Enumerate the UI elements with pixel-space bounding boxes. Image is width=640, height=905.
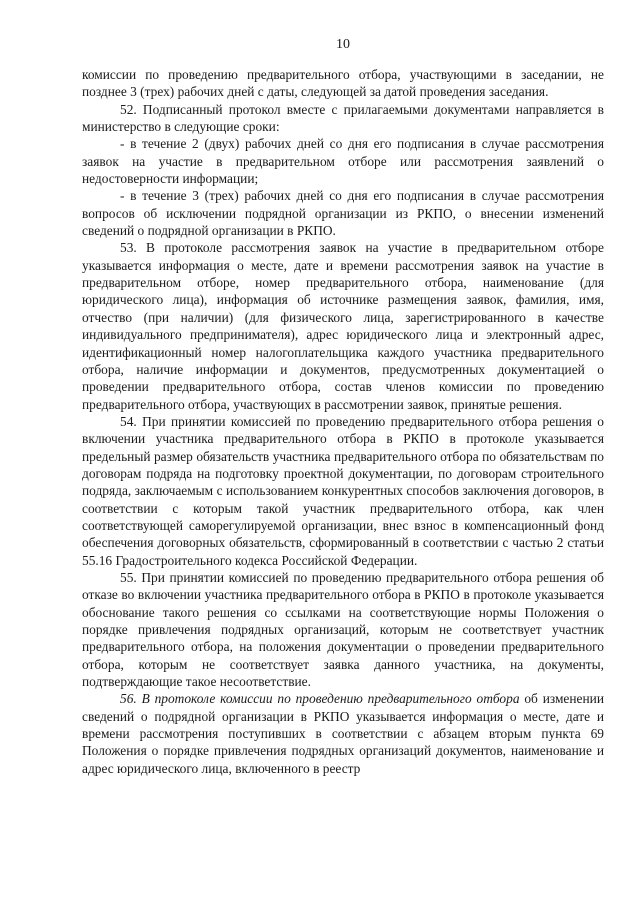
paragraph-text: 55. При принятии комиссией по проведению предварительного отбора решения об отказе во включении участника предварительного отбора в РКПО в протоколе указывается обоснование такого решения со ссылками на соответствующие нормы Положения о порядке привлечения подрядных организаций, которым не соответствует участник предварительного отбора, на положения документации о проведении предварительного отбора, которым не соответствует заявка данного участника, на документы, подтверждающие такое несоответствие.	[82, 569, 604, 690]
paragraph-text: 53. В протоколе рассмотрения заявок на участие в предварительном отборе указывается информация о месте, дате и времени рассмотрения заявок на участие в предварительном отборе, номер предварительного отбора, наименование (для юридического лица), информация об источнике размещения заявок, фамилия, имя, отчество (при наличии) (для физического лица, зарегистрированного в качестве индивидуального предпринимателя), адрес юридического лица и электронный адрес, идентификационный номер налогоплательщика каждого участника предварительного отбора, наличие информации и документов, предусмотренных документацией о проведении предварительного отбора, состав членов комиссии по проведению предварительного отбора, участвующих в рассмотрении заявок, принятые решения.	[82, 240, 604, 412]
paragraph	[82, 569, 604, 690]
page-number: 10	[336, 37, 350, 52]
paragraph	[82, 239, 604, 412]
paragraph-text: об изменении сведений о подрядной организации в РКПО указывается информация о месте, дате и времени рассмотрения поступивших в соответствии с абзацем вторым пункта 69 Положения о порядке привлечения подрядных организаций документов, наименование и адрес юридического лица, включенного в реестр	[82, 691, 604, 776]
paragraph	[82, 101, 604, 136]
paragraph	[82, 135, 604, 187]
paragraph-text: 52. Подписанный протокол вместе с прилагаемыми документами направляется в министерство в следующие сроки:	[82, 101, 604, 135]
paragraph-text: 54. При принятии комиссией по проведению предварительного отбора решения о включении участника предварительного отбора в РКПО в протоколе указывается предельный размер обязательств участника предварительного отбора по обязательствам по договорам подряда на подготовку проектной документации, по договорам строительного подряда, заключаемым с использованием конкурентных способов заключения договоров, в соответствии с которым такой участник предварительного отбора, как член соответствующей саморегулируемой организации, внес взнос в компенсационный фонд обеспечения договорных обязательств, сформированный в соответствии с частью 2 статьи 55.16 Градостроительного кодекса Российской Федерации.	[82, 413, 604, 568]
paragraph	[82, 690, 604, 777]
paragraph	[82, 187, 604, 239]
paragraph-italic-lead: 56. В протоколе комиссии по проведению предварительного отбора	[120, 691, 520, 707]
paragraph-text: - в течение 3 (трех) рабочих дней со дня его подписания в случае рассмотрения вопросов об исключении подрядной организации из РКПО, о внесении изменений сведений о подрядной организации в РКПО.	[82, 188, 604, 239]
paragraph-text: - в течение 2 (двух) рабочих дней со дня его подписания в случае рассмотрения заявок на участие в предварительном отборе или рассмотрения заявлений о недостоверности информации;	[82, 136, 604, 187]
paragraph-text: комиссии по проведению предварительного отбора, участвующими в заседании, не позднее 3 (трех) рабочих дней с даты, следующей за датой проведения заседания.	[82, 67, 604, 100]
document-body	[82, 66, 604, 777]
paragraph	[82, 66, 604, 101]
paragraph	[82, 413, 604, 569]
